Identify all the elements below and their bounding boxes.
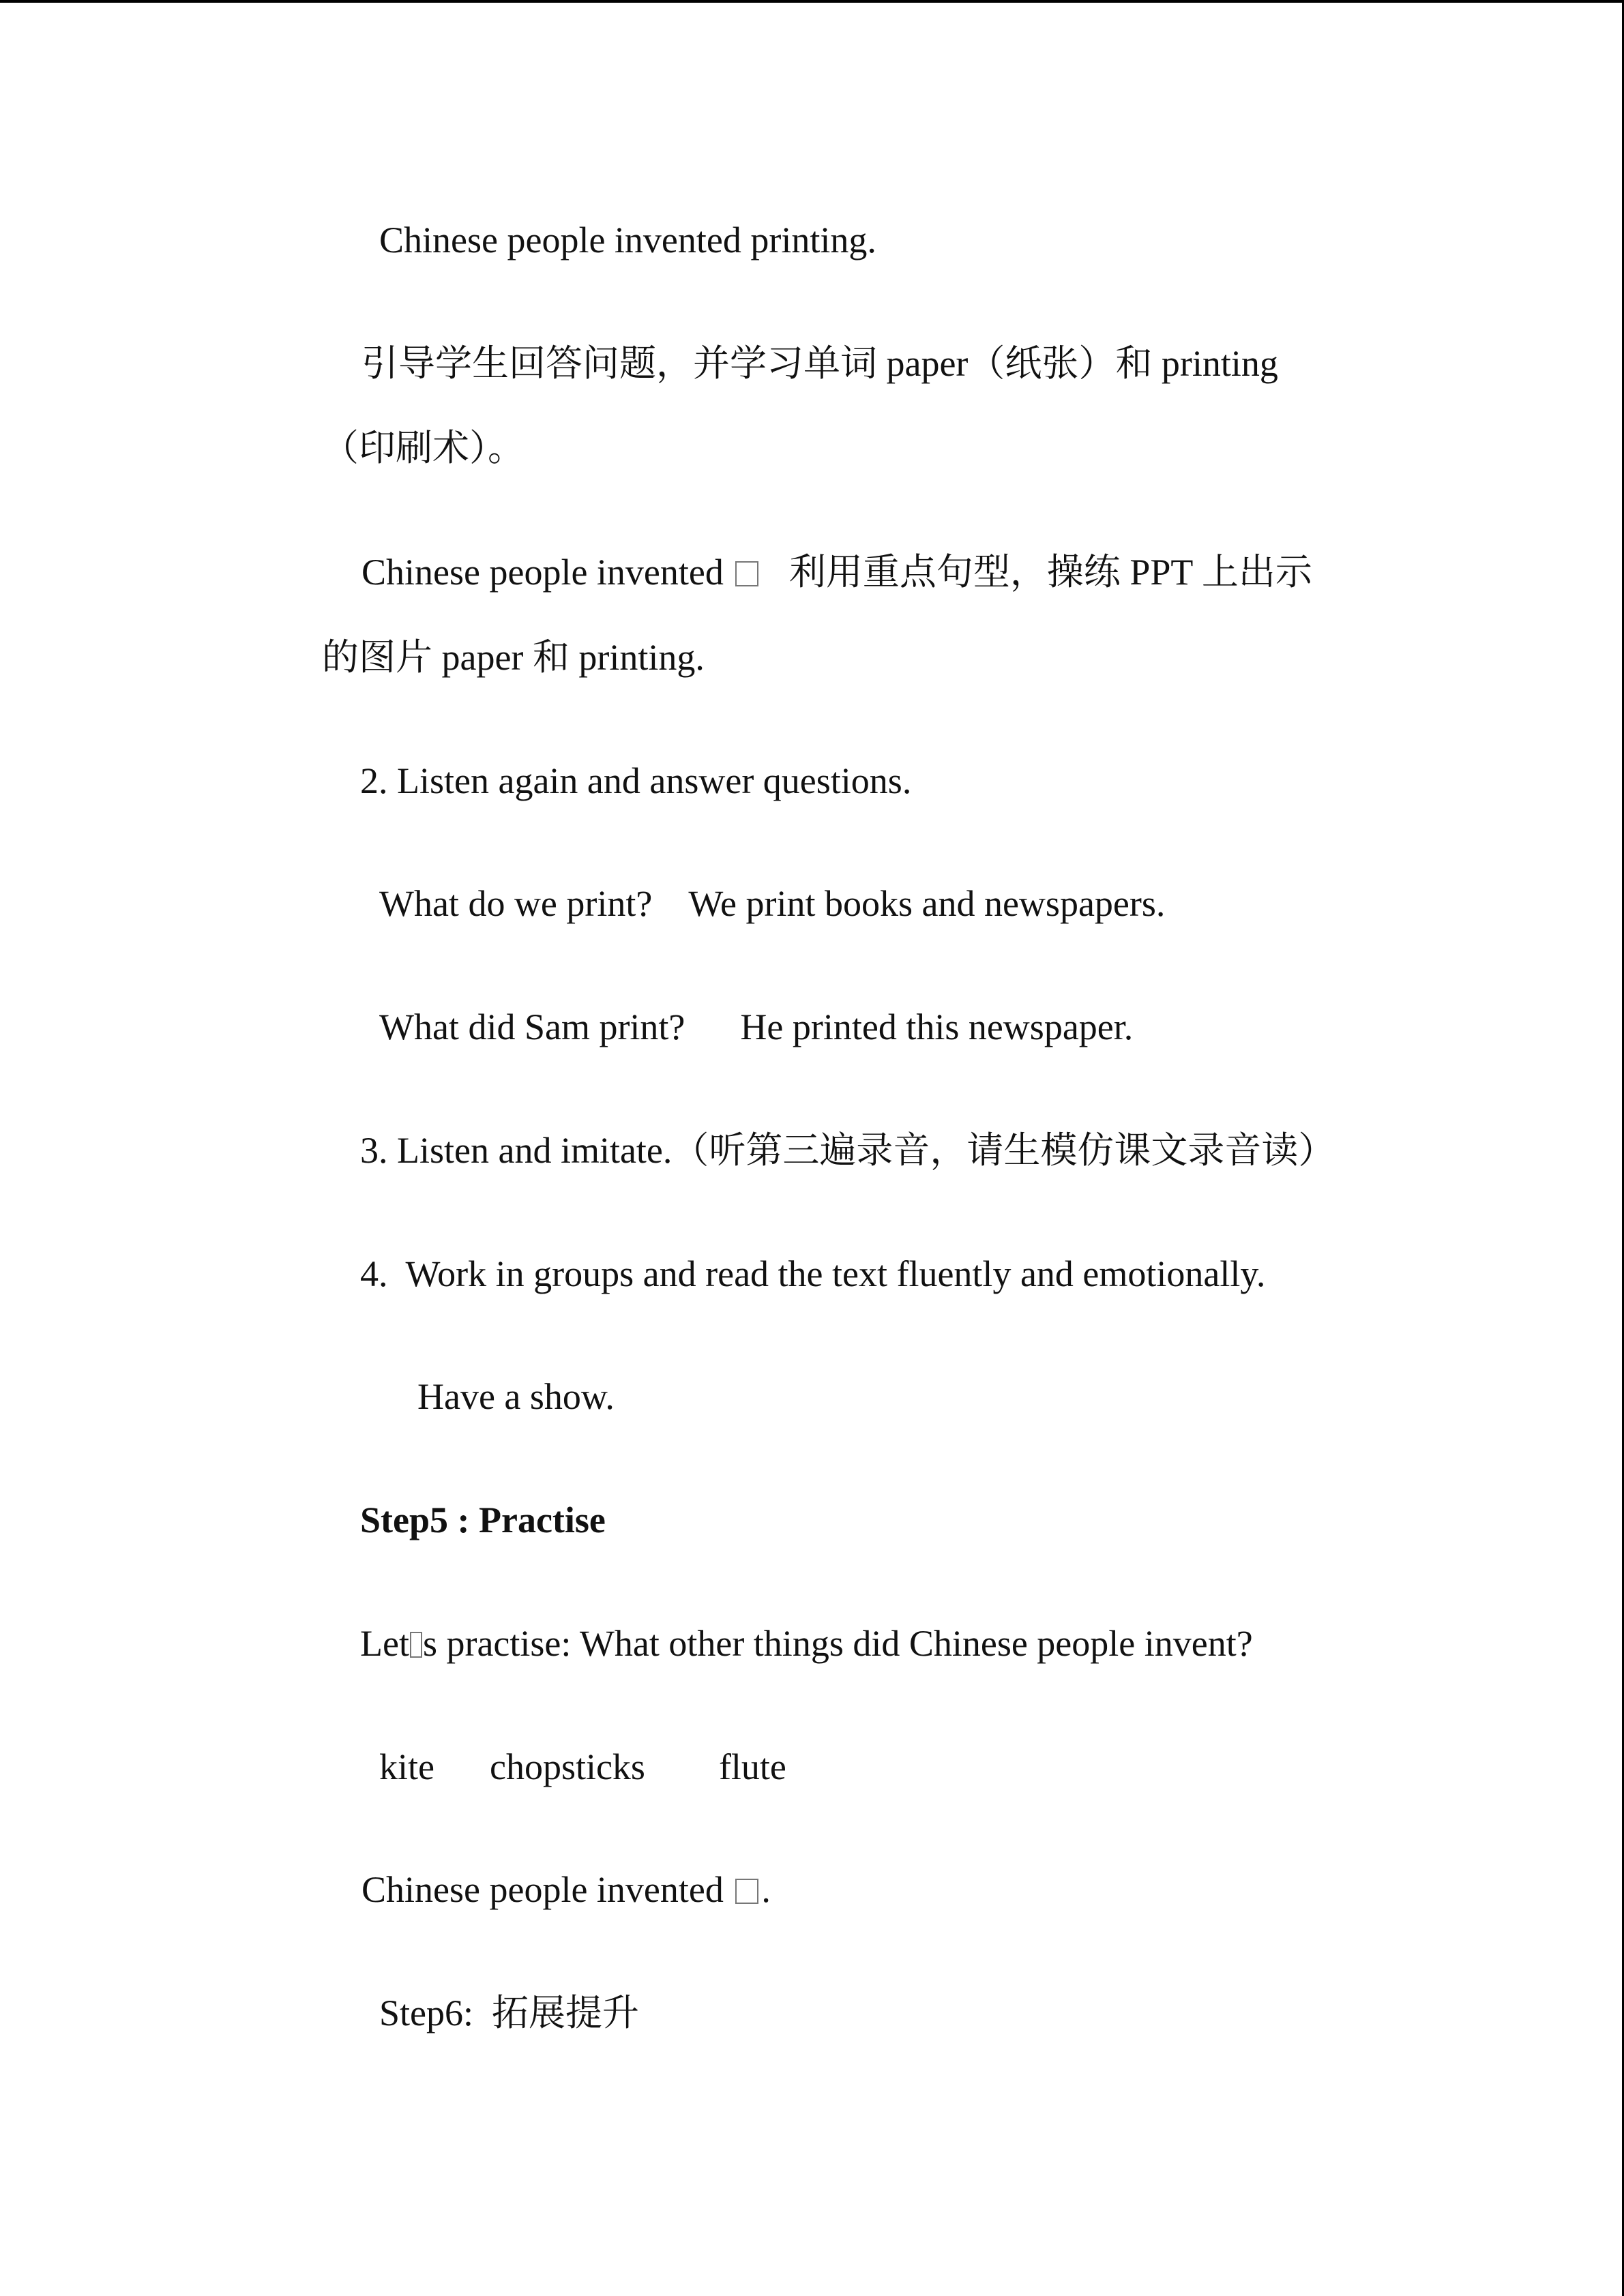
text-line-3: （印刷术）。 (322, 428, 525, 468)
text-line-9: 3. Listen and imitate.（听第三遍录音，请生模仿课文录音读） (360, 1130, 1335, 1171)
blank-box-icon (735, 1879, 758, 1904)
text-line-7: What do we print? We print books and newspapers. (379, 883, 1166, 924)
text-line-13-end: s practise: What other things did Chinese people invent? (422, 1623, 1253, 1664)
text-line-6: 2. Listen again and answer questions. (360, 760, 912, 801)
text-line-10: 4. Work in groups and read the text fluently and emotionally. (360, 1253, 1266, 1294)
section-heading-step6: Step6: 拓展提升 (379, 1993, 640, 2033)
text-line-4 (361, 548, 1312, 596)
page-top-border (0, 0, 1624, 3)
missing-glyph-icon (410, 1632, 422, 1658)
text-line-8: What did Sam print? He printed this newspaper. (379, 1007, 1134, 1047)
text-line-2: 引导学生回答问题，并学习单词 paper（纸张）和 printing (361, 343, 1278, 384)
text-line-4-start: Chinese people invented (361, 552, 733, 593)
text-line-14: kite chopsticks flute (379, 1746, 786, 1787)
text-line-13 (360, 1620, 1253, 1667)
text-line-15 (361, 1866, 771, 1913)
text-line-13-start: Let (360, 1623, 409, 1664)
text-line-15-end: . (761, 1869, 771, 1910)
text-line-5: 的图片 paper 和 printing. (322, 637, 705, 678)
section-heading-step5: Step5 : Practise (360, 1500, 606, 1540)
text-line-4-end: 利用重点句型，操练 PPT 上出示 (761, 552, 1312, 593)
text-line-1: Chinese people invented printing. (379, 220, 876, 260)
text-line-15-start: Chinese people invented (361, 1869, 733, 1910)
blank-box-icon (735, 561, 758, 586)
text-line-11: Have a show. (417, 1376, 615, 1417)
